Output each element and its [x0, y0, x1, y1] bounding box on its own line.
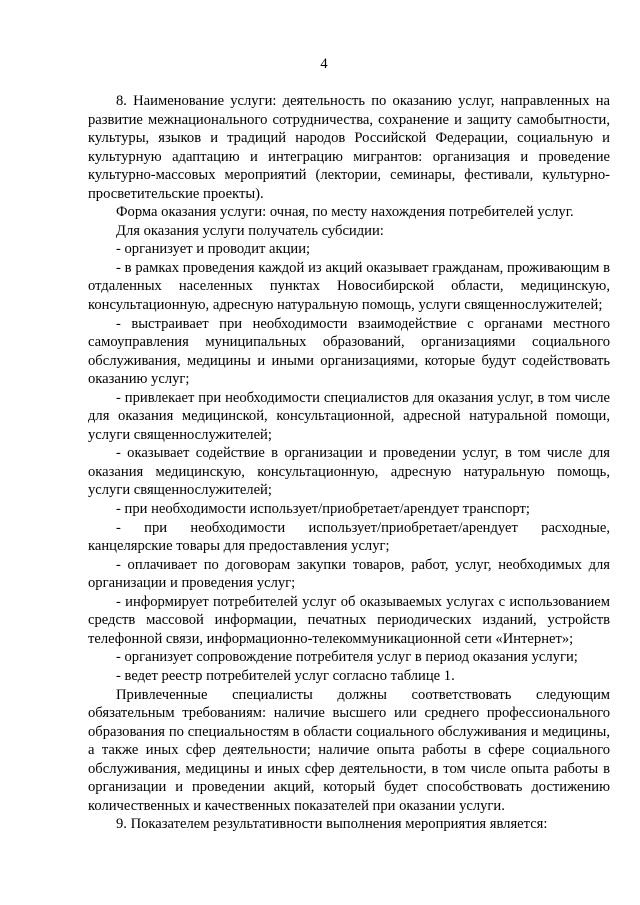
- paragraph-specialist-requirements: Привлеченные специалисты должны соответствовать следующим обязательным требованиям: наличие высшего или среднего профессионального образования по специальностям в области социального обслуживания и медицины, а также иных сфер деятельности; наличие опыта работы в сфере социального обслуживания, медицины и иных сфер деятельности, в том числе опыта работы в организации и проведении акций, который будет способствовать достижению количественных и качественных показателей при оказании услуги.: [88, 686, 610, 814]
- list-item: - организует и проводит акции;: [116, 241, 311, 258]
- list-item: - информирует потребителей услуг об оказываемых услугах с использованием средств массовой информации, печатных периодических изданий, устройств телефонной связи, информационно-телекоммуникационной сети «Интернет»;: [88, 593, 610, 647]
- paragraph-performance-indicator: 9. Показателем результативности выполнения мероприятия является:: [116, 816, 548, 833]
- list-item: - организует сопровождение потребителя услуг в период оказания услуги;: [116, 649, 578, 666]
- list-item: - выстраивает при необходимости взаимодействие с органами местного самоуправления муниципальных образований, организациями социального обслуживания, медицины и иными организациями, которые будут содействовать оказанию услуг;: [88, 315, 610, 388]
- paragraph-service-form: Форма оказания услуги: очная, по месту нахождения потребителей услуг.: [116, 204, 574, 221]
- list-item: - в рамках проведения каждой из акций оказывает гражданам, проживающим в отдаленных населенных пунктах Новосибирской области, медицинскую, консультационную, адресную натуральную помощь, услуги священнослужителей;: [88, 259, 610, 314]
- list-item: - при необходимости использует/приобретает/арендует расходные, канцелярские товары для предоставления услуг;: [88, 519, 610, 555]
- paragraph-subsidy-intro: Для оказания услуги получатель субсидии:: [116, 222, 384, 239]
- list-item: - оказывает содействие в организации и проведении услуг, в том числе для оказания медицинскую, консультационную, адресную натуральную помощь, услуги священнослужителей;: [88, 445, 610, 499]
- list-item: - при необходимости использует/приобретает/арендует транспорт;: [116, 501, 530, 518]
- paragraph-service-name: 8. Наименование услуги: деятельность по оказанию услуг, направленных на развитие межнационального сотрудничества, сохранение и защиту самобытности, культуры, языков и традиций народов Российской Федерации, социальную и культурную адаптацию и интеграцию мигрантов: организация и проведение культурно-массовых мероприятий (лектории, семинары, фестивали, культурно-просветительские проекты).: [88, 93, 610, 202]
- document-body: [88, 92, 610, 834]
- page-number: 4: [320, 56, 328, 72]
- list-item: - привлекает при необходимости специалистов для оказания услуг, в том числе для оказания медицинской, консультационной, адресной натуральной помощи, услуги священнослужителей;: [88, 389, 610, 443]
- list-item: - оплачивает по договорам закупки товаров, работ, услуг, необходимых для организации и проведения услуг;: [88, 556, 610, 592]
- list-item: - ведет реестр потребителей услуг согласно таблице 1.: [116, 667, 455, 684]
